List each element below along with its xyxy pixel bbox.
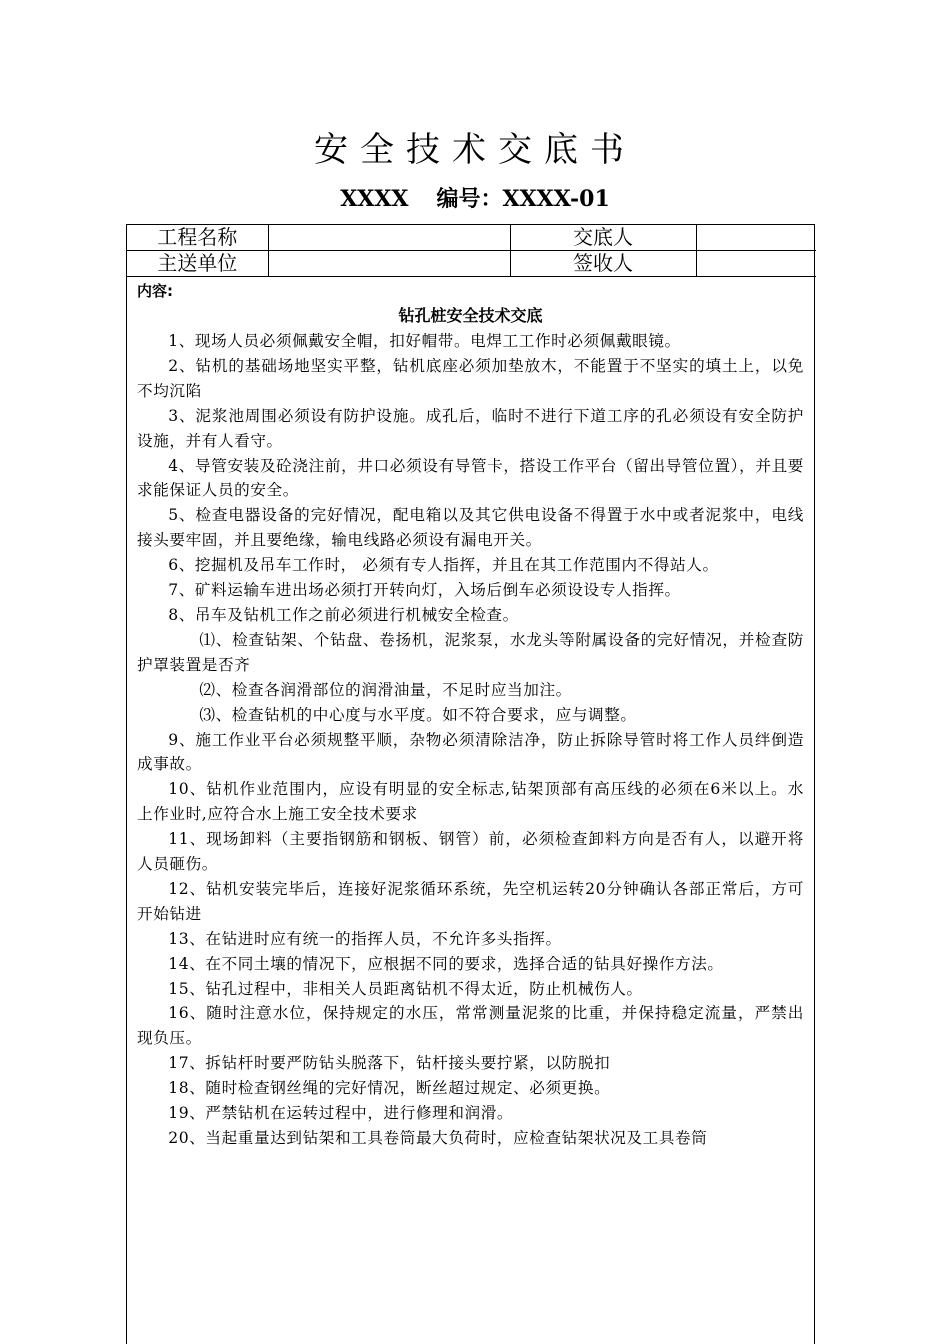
paragraph: 19、严禁钻机在运转过程中，进行修理和润滑。 (168, 1104, 514, 1123)
paragraph: 16、随时注意水位，保持规定的水压，常常测量泥浆的比重，并保持稳定流量，严禁出现负压。 (137, 1004, 804, 1048)
paragraph: 10、钻机作业范围内，应设有明显的安全标志,钻架顶部有高压线的必须在6米以上。水上作业时,应符合水上施工安全技术要求 (137, 780, 804, 824)
paragraph: 6、挖掘机及吊车工作时， 必须有专人指挥，并且在其工作范围内不得站人。 (168, 556, 719, 575)
paragraph: 9、施工作业平台必须规整平顺，杂物必须清除洁净，防止拆除导管时将工作人员绊倒造成事故。 (137, 730, 804, 774)
code-value: XXXX-01 (502, 186, 610, 212)
paragraph: 3、泥浆池周围必须设有防护设施。成孔后，临时不进行下道工序的孔必须设有安全防护设施，并有人看守。 (137, 406, 804, 450)
paragraph: 12、钻机安装完毕后，连接好泥浆循环系统，先空机运转20分钟确认各部正常后，方可开始钻进 (137, 879, 804, 923)
paragraph: 5、检查电器设备的完好情况，配电箱以及其它供电设备不得置于水中或者泥浆中，电线接头要牢固，并且要绝缘，输电线路必须设有漏电开关。 (137, 506, 804, 550)
sub-paragraph: ⑵、检查各润滑部位的润滑油量，不足时应当加注。 (199, 680, 572, 699)
paragraph: 17、拆钻杆时要严防钻头脱落下，钻杆接头要拧紧，以防脱扣 (168, 1054, 611, 1073)
document-code-line (0, 182, 950, 216)
paragraph: 11、现场卸料（主要指钢筋和钢板、钢管）前，必须检查卸料方向是否有人，以避开将人员砸伤。 (137, 830, 804, 874)
paragraph: 14、在不同土壤的情况下，应根据不同的要求，选择合适的钻具好操作方法。 (168, 954, 724, 973)
header-row-recipient (127, 251, 816, 277)
briefing-form (126, 224, 815, 1344)
sub-paragraph: ⑴、检查钻架、个钻盘、卷扬机，泥浆泵，水龙头等附属设备的完好情况，并检查防护罩装置是否齐 (137, 630, 804, 674)
project-name-label: 工程名称 (127, 225, 268, 251)
paragraph: 7、矿料运输车进出场必须打开转向灯，入场后倒车必须设设专人指挥。 (168, 581, 681, 600)
paragraph: 20、当起重量达到钻架和工具卷筒最大负荷时，应检查钻架状况及工具卷筒 (168, 1129, 708, 1147)
header-table (127, 225, 816, 277)
signee-field[interactable] (696, 251, 816, 277)
sub-paragraph: ⑶、检查钻机的中心度与水平度。如不符合要求，应与调整。 (199, 705, 637, 724)
content-body (127, 329, 814, 1151)
paragraph: 2、钻机的基础场地坚实平整，钻机底座必须加垫放木，不能置于不坚实的填土上，以免不均沉陷 (137, 356, 804, 400)
recipient-unit-label: 主送单位 (127, 251, 268, 277)
paragraph: 15、钻孔过程中，非相关人员距离钻机不得太近，防止机械伤人。 (168, 979, 643, 998)
signee-label: 签收人 (510, 251, 696, 277)
paragraph: 1、现场人员必须佩戴安全帽，扣好帽带。电焊工工作时必须佩戴眼镜。 (168, 332, 681, 350)
paragraph: 13、在钻进时应有统一的指挥人员，不允许多头指挥。 (168, 929, 562, 948)
recipient-unit-field[interactable] (268, 251, 510, 277)
code-prefix: XXXX (340, 186, 409, 212)
code-label: 编号： (436, 186, 503, 212)
content-label: 内容: (137, 282, 173, 300)
document-title: 安全技术交底书 (314, 130, 636, 170)
project-name-field[interactable] (268, 225, 510, 251)
briefer-field[interactable] (696, 225, 816, 251)
paragraph: 8、吊车及钻机工作之前必须进行机械安全检查。 (168, 605, 519, 624)
briefer-label: 交底人 (510, 225, 696, 251)
paragraph: 18、随时检查钢丝绳的完好情况，断丝超过规定、必须更换。 (168, 1079, 611, 1098)
paragraph: 4、导管安装及砼浇注前，井口必须设有导管卡，搭设工作平台（留出导管位置），并且要求能保证人员的安全。 (137, 456, 804, 500)
section-title: 钻孔桩安全技术交底 (398, 306, 543, 325)
header-row-project (127, 225, 816, 251)
